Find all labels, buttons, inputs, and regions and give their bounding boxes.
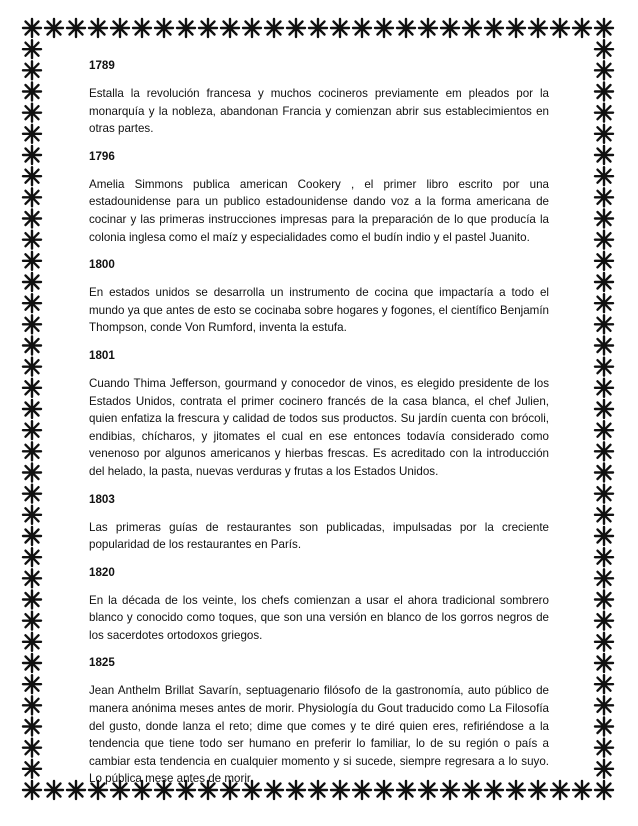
asterisk-star-icon (89, 19, 107, 37)
asterisk-star-icon (595, 675, 613, 693)
asterisk-star-icon (23, 358, 41, 376)
entry-1825 (89, 655, 549, 788)
asterisk-star-icon (419, 19, 437, 37)
asterisk-star-icon (551, 781, 569, 799)
asterisk-star-icon (23, 210, 41, 228)
asterisk-star-icon (23, 167, 41, 185)
entry-1820 (89, 565, 549, 645)
asterisk-star-icon (595, 337, 613, 355)
asterisk-star-icon (67, 781, 85, 799)
asterisk-star-icon (573, 19, 591, 37)
asterisk-star-icon (595, 252, 613, 270)
asterisk-star-icon (353, 19, 371, 37)
asterisk-star-icon (23, 19, 41, 37)
asterisk-star-icon (595, 167, 613, 185)
entry-year: 1820 (89, 565, 115, 579)
asterisk-star-icon (595, 548, 613, 566)
asterisk-star-icon (45, 19, 63, 37)
asterisk-star-icon (133, 19, 151, 37)
asterisk-star-icon (595, 569, 613, 587)
asterisk-star-icon (595, 527, 613, 545)
asterisk-star-icon (397, 19, 415, 37)
asterisk-star-icon (23, 548, 41, 566)
asterisk-star-icon (23, 125, 41, 143)
asterisk-star-icon (23, 506, 41, 524)
entry-text: Amelia Simmons publica american Cookery , el primer libro escrito por una estadounidense para un publico estadounidense dando voz a la forma americana de cocinar y las primeras instrucciones impresas para la preparación de lo que producía la colonia inglesa como el maíz y especialidades como el budín indio y el pastel Juanito. (89, 177, 549, 244)
asterisk-star-icon (595, 146, 613, 164)
asterisk-star-icon (23, 231, 41, 249)
asterisk-star-icon (155, 19, 173, 37)
asterisk-star-icon (595, 739, 613, 757)
asterisk-star-icon (595, 210, 613, 228)
asterisk-star-icon (23, 315, 41, 333)
asterisk-star-icon (595, 506, 613, 524)
asterisk-star-icon (595, 40, 613, 58)
entry-year: 1801 (89, 348, 115, 362)
asterisk-star-icon (23, 400, 41, 418)
asterisk-star-icon (23, 188, 41, 206)
entry-year: 1803 (89, 492, 115, 506)
asterisk-star-icon (23, 569, 41, 587)
asterisk-star-icon (45, 781, 63, 799)
asterisk-star-icon (23, 760, 41, 778)
entry-1796 (89, 149, 549, 246)
asterisk-star-icon (199, 19, 217, 37)
asterisk-star-icon (23, 591, 41, 609)
asterisk-star-icon (595, 612, 613, 630)
asterisk-star-icon (595, 696, 613, 714)
asterisk-star-icon (23, 379, 41, 397)
asterisk-star-icon (23, 337, 41, 355)
asterisk-star-icon (595, 718, 613, 736)
asterisk-star-icon (595, 379, 613, 397)
entry-text: Estalla la revolución francesa y muchos cocineros previamente em pleados por la monarquía y la nobleza, abandonan Francia y comienzan abrir sus establecimientos en otras partes. (89, 87, 549, 136)
asterisk-star-icon (595, 464, 613, 482)
entry-text: Las primeras guías de restaurantes son publicadas, impulsadas por la creciente popularidad de los restaurantes en París. (89, 520, 549, 552)
entry-1801 (89, 348, 549, 481)
asterisk-star-icon (23, 612, 41, 630)
asterisk-star-icon (23, 442, 41, 460)
entry-1800 (89, 257, 549, 337)
asterisk-star-icon (23, 654, 41, 672)
asterisk-star-icon (111, 19, 129, 37)
asterisk-star-icon (595, 273, 613, 291)
asterisk-star-icon (23, 781, 41, 799)
asterisk-star-icon (23, 146, 41, 164)
asterisk-star-icon (23, 252, 41, 270)
asterisk-star-icon (595, 188, 613, 206)
asterisk-star-icon (529, 19, 547, 37)
asterisk-star-icon (595, 104, 613, 122)
asterisk-star-icon (23, 104, 41, 122)
asterisk-star-icon (309, 19, 327, 37)
entry-text: En la década de los veinte, los chefs comienzan a usar el ahora tradicional sombrero blanco y conocido como toques, que son una versión en blanco de los gorros negros de los sacerdotes ortodoxos griegos. (89, 593, 549, 642)
entry-1789 (89, 58, 549, 138)
asterisk-star-icon (23, 485, 41, 503)
asterisk-star-icon (23, 696, 41, 714)
asterisk-star-icon (485, 19, 503, 37)
asterisk-star-icon (595, 61, 613, 79)
asterisk-star-icon (595, 83, 613, 101)
entry-1803 (89, 492, 549, 554)
asterisk-star-icon (23, 61, 41, 79)
asterisk-star-icon (595, 442, 613, 460)
asterisk-star-icon (23, 421, 41, 439)
document-body (89, 58, 549, 799)
entry-text: En estados unidos se desarrolla un instrumento de cocina que impactaría a todo el mundo ya que antes de esto se cocinaba sobre hogares y fogones, el científico Benjamín Thompson, conde Von Rumford, inventa la estufa. (89, 286, 549, 335)
asterisk-star-icon (595, 19, 613, 37)
entry-year: 1796 (89, 149, 115, 163)
asterisk-star-icon (595, 400, 613, 418)
asterisk-star-icon (23, 633, 41, 651)
asterisk-star-icon (23, 739, 41, 757)
asterisk-star-icon (595, 781, 613, 799)
asterisk-star-icon (23, 273, 41, 291)
asterisk-star-icon (375, 19, 393, 37)
asterisk-star-icon (595, 421, 613, 439)
asterisk-star-icon (595, 358, 613, 376)
asterisk-star-icon (507, 19, 525, 37)
asterisk-star-icon (23, 464, 41, 482)
asterisk-star-icon (67, 19, 85, 37)
asterisk-star-icon (595, 294, 613, 312)
asterisk-star-icon (221, 19, 239, 37)
asterisk-star-icon (265, 19, 283, 37)
asterisk-star-icon (573, 781, 591, 799)
asterisk-star-icon (243, 19, 261, 37)
asterisk-star-icon (23, 675, 41, 693)
entry-text: Cuando Thima Jefferson, gourmand y conocedor de vinos, es elegido presidente de los Estados Unidos, contrata el primer cocinero francés de la casa blanca, el chef Julien, quien enfatiza la frescura y calidad de todos sus productos. Su jardín cuenta con brócoli, endibias, chícharos, y jitomates el cual en ese entonces todavía considerado como venenoso por algunos americanos y hierbas frescas. Es acreditado con la introducción del helado, la pasta, nuevas verduras y frutas a los Estados Unidos. (89, 376, 549, 478)
entry-year: 1825 (89, 656, 115, 670)
asterisk-star-icon (595, 760, 613, 778)
asterisk-star-icon (23, 527, 41, 545)
asterisk-star-icon (23, 40, 41, 58)
asterisk-star-icon (595, 125, 613, 143)
asterisk-star-icon (23, 294, 41, 312)
asterisk-star-icon (441, 19, 459, 37)
asterisk-star-icon (595, 231, 613, 249)
asterisk-star-icon (595, 485, 613, 503)
asterisk-star-icon (287, 19, 305, 37)
asterisk-star-icon (23, 718, 41, 736)
entry-year: 1800 (89, 258, 115, 272)
asterisk-star-icon (595, 591, 613, 609)
asterisk-star-icon (595, 654, 613, 672)
entry-year: 1789 (89, 59, 115, 72)
asterisk-star-icon (463, 19, 481, 37)
asterisk-star-icon (595, 315, 613, 333)
asterisk-star-icon (177, 19, 195, 37)
asterisk-star-icon (331, 19, 349, 37)
asterisk-star-icon (595, 633, 613, 651)
asterisk-star-icon (551, 19, 569, 37)
asterisk-star-icon (23, 83, 41, 101)
entry-text: Jean Anthelm Brillat Savarín, septuagenario filósofo de la gastronomía, auto público de manera anónima meses antes de morir. Physiología du Gout traducido como La Filosofía del gusto, donde lanza el reto; dime que comes y te diré quien eres, refiriéndose a la tendencia que tiene todo ser humano en preferir lo familiar, lo de su región o país a cambiar esta tendencia en cualquier momento y si sucede, siempre regresara a lo suyo. Lo pública mese antes de morir. (89, 684, 549, 786)
